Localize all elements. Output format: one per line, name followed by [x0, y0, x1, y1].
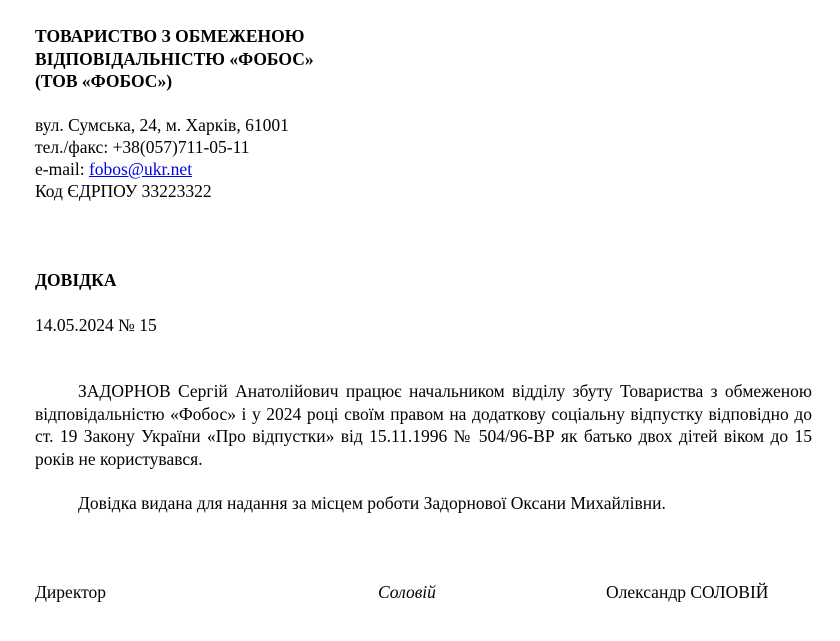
edrpou-code: Код ЄДРПОУ 33223322 [35, 181, 212, 201]
contact-block [35, 114, 289, 202]
org-short-name: (ТОВ «ФОБОС») [35, 71, 173, 91]
document-body [35, 380, 812, 515]
signatory-position: Директор [35, 582, 107, 602]
org-name-line: ТОВАРИСТВО З ОБМЕЖЕНОЮ [35, 26, 305, 46]
signature: Соловій [378, 582, 436, 602]
org-name-line: ВІДПОВІДАЛЬНІСТЮ «ФОБОС» [35, 48, 314, 69]
body-paragraph: Довідка видана для надання за місцем роботи Задорнової Оксани Михайлівни. [78, 493, 666, 513]
body-paragraph: ЗАДОРНОВ Сергій Анатолійович працює начальником відділу збуту Товариства з обмеженою відповідальністю «Фобос» і у 2024 році своїм правом на додаткову соціальну відпустку відповідно до ст. 19 Закону України «Про відпустки» від 15.11.1996 № 504/96-ВР як батько двох дітей віком до 15 років не користувався. [35, 381, 812, 469]
organization-name [35, 25, 314, 93]
email-link[interactable]: fobos@ukr.net [88, 159, 193, 179]
email-label: e-mail: [35, 159, 89, 179]
email-line [35, 158, 289, 180]
document-title: ДОВІДКА [35, 270, 117, 290]
document-date-number: 14.05.2024 № 15 [35, 315, 157, 335]
signatory-name: Олександр СОЛОВІЙ [606, 582, 769, 602]
phone-fax: тел./факс: +38(057)711-05-11 [35, 137, 250, 157]
address: вул. Сумська, 24, м. Харків, 61001 [35, 115, 289, 135]
